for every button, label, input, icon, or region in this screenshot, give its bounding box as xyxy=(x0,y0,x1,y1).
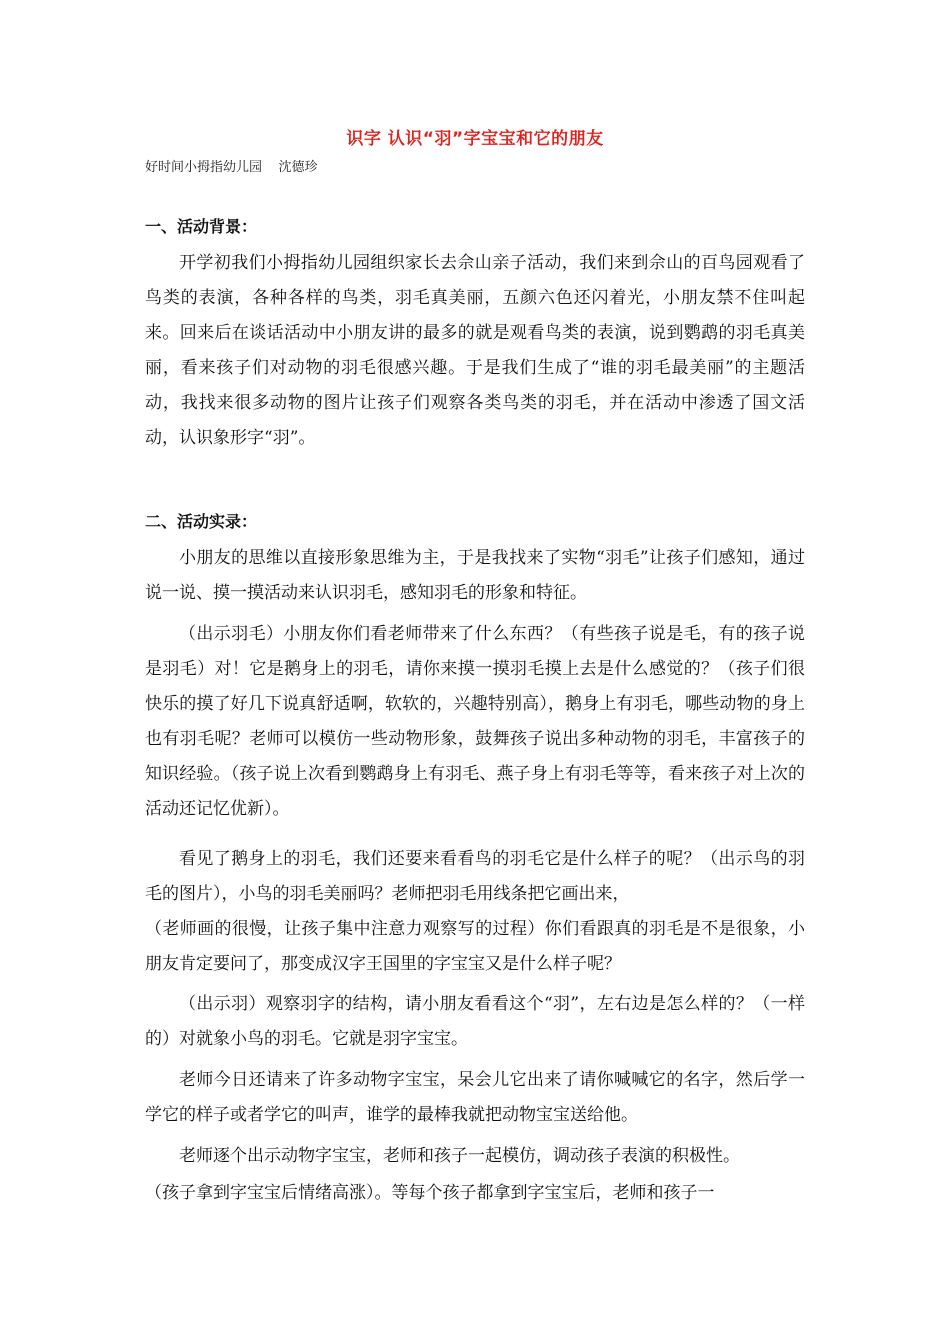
paragraph-background: 开学初我们小拇指幼儿园组织家长去佘山亲子活动，我们来到佘山的百鸟园观看了鸟类的表演，各种各样的鸟类，羽毛真美丽，五颜六色还闪着光，小朋友禁不住叫起来。回来后在谈话活动中小朋友讲的最多的就是观看鸟类的表演，说到鹦鹉的羽毛真美丽，看来孩子们对动物的羽毛很感兴趣。于是我们生成了“谁的羽毛最美丽”的主题活动，我找来很多动物的图片让孩子们观察各类鸟类的羽毛，并在活动中渗透了国文活动，认识象形字“羽”。 xyxy=(145,253,805,448)
document-title: 识字 认识“羽”字宝宝和它的朋友 xyxy=(346,129,604,149)
paragraph-record-4: （老师画的很慢，让孩子集中注意力观察写的过程）你们看跟真的羽毛是不是很象，小朋友肯定要问了，那变成汉字王国里的字宝宝又是什么样子呢？ xyxy=(145,919,805,974)
paragraph-record-7: 老师逐个出示动物字宝宝，老师和孩子一起模仿，调动孩子表演的积极性。 xyxy=(179,1146,740,1166)
section-heading-record: 二、活动实录： xyxy=(145,512,258,531)
paragraph-record-8: （孩子拿到字宝宝后情绪高涨）。等每个孩子都拿到字宝宝后，老师和孩子一 xyxy=(145,1183,715,1203)
paragraph-record-1: 小朋友的思维以直接形象思维为主，于是我找来了实物“羽毛”让孩子们感知，通过说一说、摸一摸活动来认识羽毛，感知羽毛的形象和特征。 xyxy=(145,548,805,603)
paragraph-record-5: （出示羽）观察羽字的结构，请小朋友看看这个“羽”，左右边是怎么样的？（一样的）对就象小鸟的羽毛。它就是羽字宝宝。 xyxy=(145,994,805,1049)
paragraph-record-6: 老师今日还请来了许多动物字宝宝，呆会儿它出来了请你喊喊它的名字，然后学一学它的样子或者学它的叫声，谁学的最棒我就把动物宝宝送给他。 xyxy=(145,1070,805,1125)
paragraph-record-2: （出示羽毛）小朋友你们看老师带来了什么东西？（有些孩子说是毛，有的孩子说是羽毛）对！它是鹅身上的羽毛，请你来摸一摸羽毛摸上去是什么感觉的？（孩子们很快乐的摸了好几下说真舒适啊，软软的，兴趣特别高），鹅身上有羽毛，哪些动物的身上也有羽毛呢？老师可以模仿一些动物形象，鼓舞孩子说出多种动物的羽毛，丰富孩子的知识经验。（孩子说上次看到鹦鹉身上有羽毛、燕子身上有羽毛等等，看来孩子对上次的活动还记忆优新）。 xyxy=(145,624,805,819)
paragraph-record-3: 看见了鹅身上的羽毛，我们还要来看看鸟的羽毛它是什么样子的呢？（出示鸟的羽毛的图片），小鸟的羽毛美丽吗？老师把羽毛用线条把它画出来， xyxy=(145,849,805,904)
section-heading-background: 一、活动背景： xyxy=(145,217,258,236)
author-line: 好时间小拇指幼儿园 沈德珍 xyxy=(145,160,318,175)
